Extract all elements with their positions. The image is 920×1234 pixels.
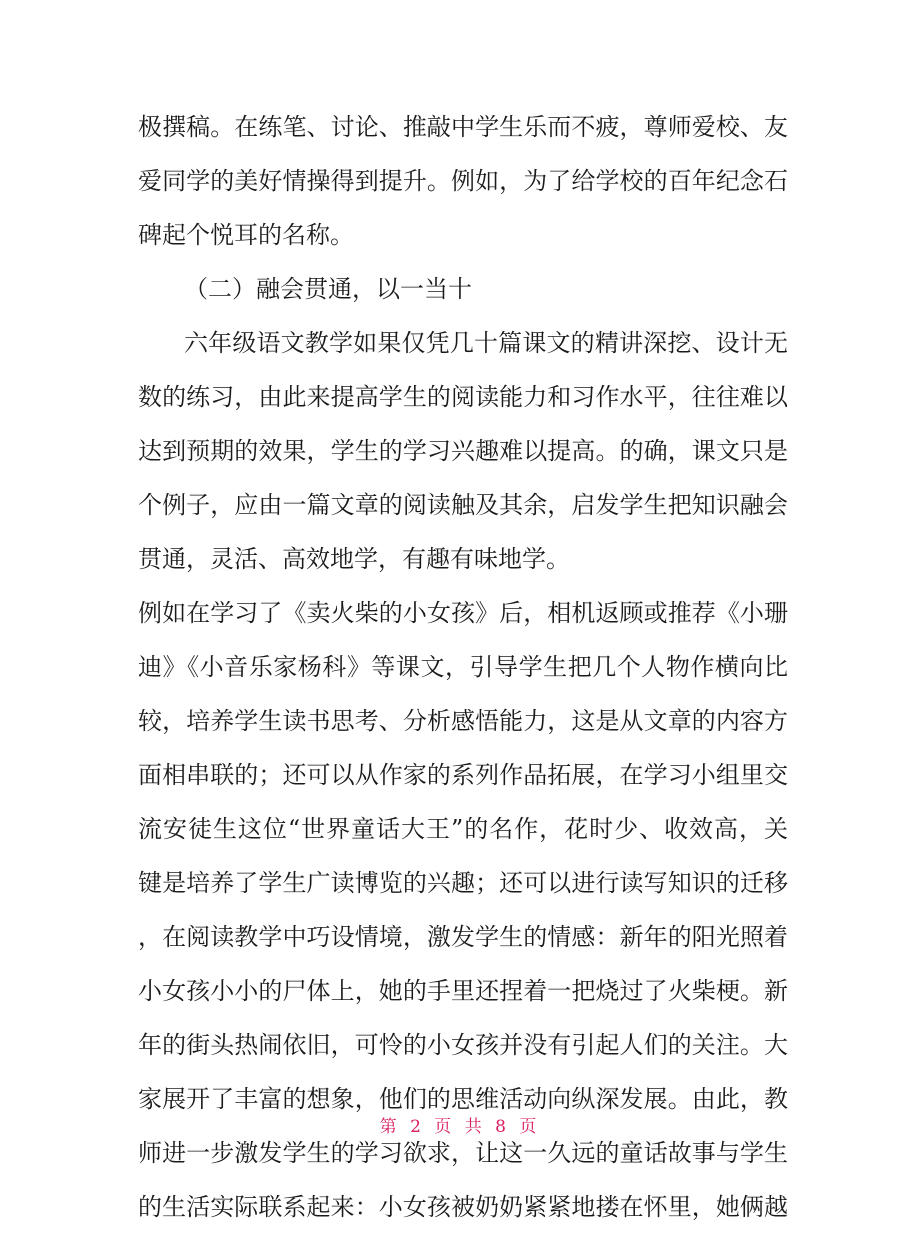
text-line: 流安徒生这位“世界童话大王”的名作，花时少、收效高，关 [138, 815, 788, 843]
page-footer: 第 2 页 共 8 页 [379, 1117, 541, 1137]
text-line: 年的街头热闹依旧，可怜的小女孩并没有引起人们的关注。大 [138, 1031, 788, 1059]
text-line: 面相串联的；还可以从作家的系列作品拓展，在学习小组里交 [138, 761, 788, 789]
text-line: 小女孩小小的尸体上，她的手里还捏着一把烧过了火柴梗。新 [138, 977, 788, 1005]
text-line: 的生活实际联系起来：小女孩被奶奶紧紧地搂在怀里，她俩越 [138, 1193, 788, 1221]
text-line: ，在阅读教学中巧设情境，激发学生的情感：新年的阳光照着 [138, 923, 788, 951]
text-line: 爱同学的美好情操得到提升。例如，为了给学校的百年纪念石 [138, 167, 788, 195]
body-text [138, 100, 788, 1234]
text-line: 六年级语文教学如果仅凭几十篇课文的精讲深挖、设计无 [184, 329, 788, 357]
text-line: 例如在学习了《卖火柴的小女孩》后，相机返顾或推荐《小珊 [138, 599, 788, 627]
text-line: 较，培养学生读书思考、分析感悟能力，这是从文章的内容方 [138, 707, 788, 735]
text-line: 师进一步激发学生的学习欲求，让这一久远的童话故事与学生 [138, 1139, 788, 1167]
text-line: 迪》《小音乐家杨科》等课文，引导学生把几个人物作横向比 [138, 653, 788, 681]
text-line: 碑起个悦耳的名称。 [138, 221, 354, 249]
text-line: 家展开了丰富的想象，他们的思维活动向纵深发展。由此，教 [138, 1085, 788, 1113]
text-line: 个例子，应由一篇文章的阅读触及其余，启发学生把知识融会 [138, 491, 788, 519]
text-line: 键是培养了学生广读博览的兴趣；还可以进行读写知识的迁移 [138, 869, 788, 897]
section-heading: （二）融会贯通，以一当十 [184, 275, 472, 303]
text-line: 极撰稿。在练笔、讨论、推敲中学生乐而不疲，尊师爱校、友 [138, 113, 788, 141]
text-line: 贯通，灵活、高效地学，有趣有味地学。 [138, 545, 570, 573]
text-line: 数的练习，由此来提高学生的阅读能力和习作水平，往往难以 [138, 383, 788, 411]
text-line: 达到预期的效果，学生的学习兴趣难以提高。的确，课文只是 [138, 437, 788, 465]
